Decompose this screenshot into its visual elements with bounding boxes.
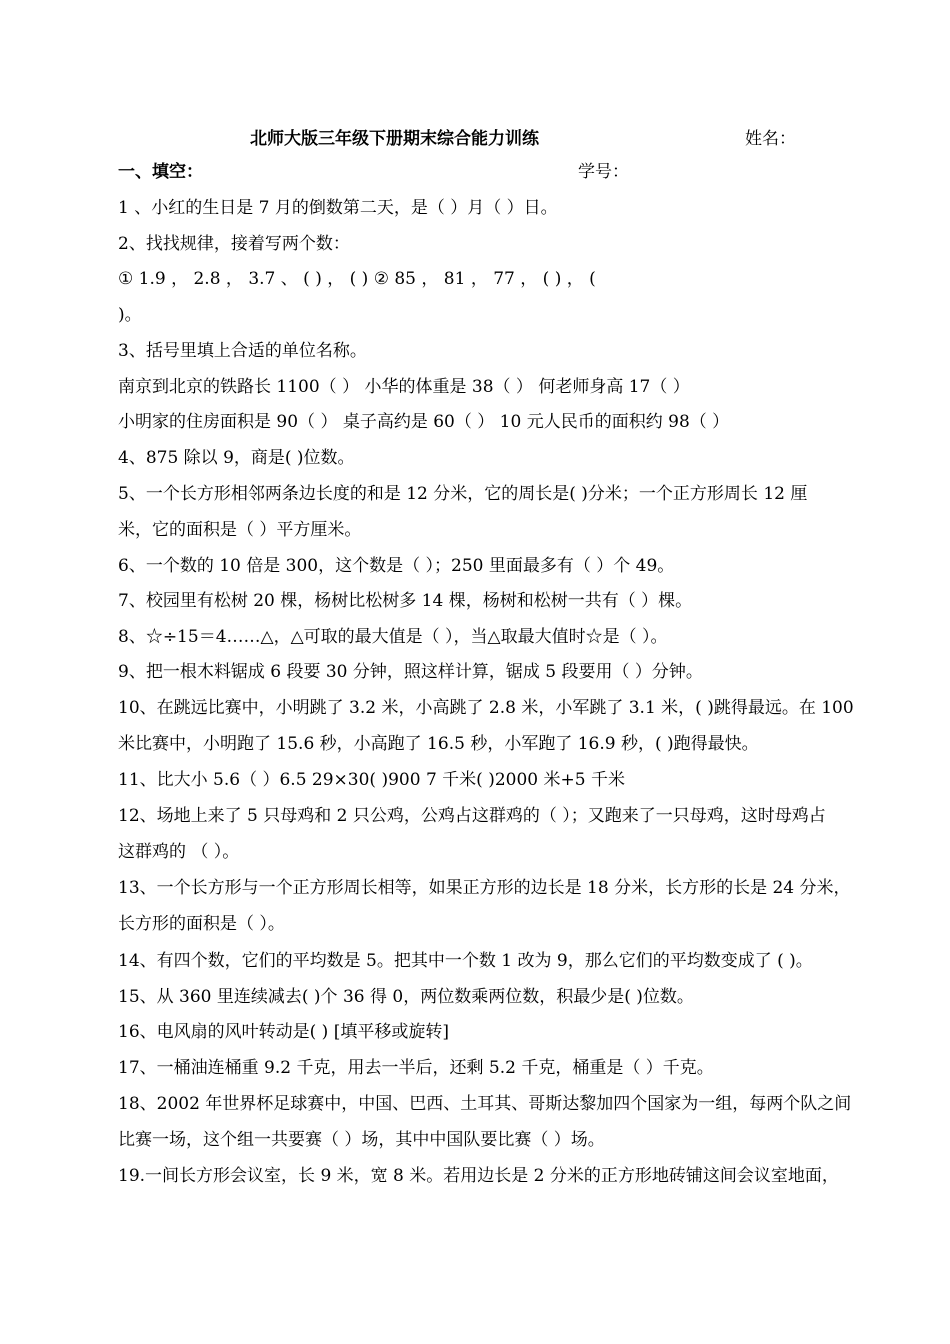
question-line: 3、括号里填上合适的单位名称。	[118, 341, 367, 361]
section-title: 一、填空：	[118, 162, 203, 182]
name-label: 姓名：	[745, 129, 796, 149]
question-line: 11、比大小 5.6（ ）6.5 29×30( )900 7 千米( )2000 米+5 千米	[118, 770, 625, 790]
question-line: ① 1.9 ， 2.8 ， 3.7 、 ( ) ， ( ) ② 85 ， 81 ， 77 ， ( ) ， (	[118, 269, 596, 289]
question-line: 9、把一根木料锯成 6 段要 30 分钟，照这样计算，锯成 5 段要用（ ）分钟。	[118, 662, 703, 682]
question-line: 比赛一场，这个组一共要赛（ ）场，其中中国队要比赛（ ）场。	[118, 1130, 605, 1150]
question-line: 18、2002 年世界杯足球赛中，中国、巴西、土耳其、哥斯达黎加四个国家为一组，每两个队之间	[118, 1094, 852, 1114]
question-line: 这群鸡的 （ ）。	[118, 842, 240, 862]
question-line: 5、一个长方形相邻两条边长度的和是 12 分米，它的周长是( )分米；一个正方形周长 12 厘	[118, 484, 808, 504]
question-line: 南京到北京的铁路长 1100（ ） 小华的体重是 38（ ） 何老师身高 17（ ）	[118, 377, 690, 397]
question-line: 6、一个数的 10 倍是 300，这个数是（ ）；250 里面最多有（ ）个 49。	[118, 556, 675, 576]
question-line: 16、电风扇的风叶转动是( ) [填平移或旋转]	[118, 1022, 449, 1042]
section-header-row	[118, 160, 888, 184]
question-line: 2、找找规律，接着写两个数：	[118, 234, 350, 254]
question-line: 14、有四个数，它们的平均数是 5。把其中一个数 1 改为 9，那么它们的平均数变成了 ( )。	[118, 951, 813, 971]
question-line: 19.一间长方形会议室，长 9 米，宽 8 米。若用边长是 2 分米的正方形地砖铺这间会议室地面，	[118, 1166, 839, 1186]
question-line: 米，它的面积是（ ）平方厘米。	[118, 520, 362, 540]
question-line: 17、一桶油连桶重 9.2 千克，用去一半后，还剩 5.2 千克，桶重是（ ）千克。	[118, 1058, 714, 1078]
question-line: 12、场地上来了 5 只母鸡和 2 只公鸡，公鸡占这群鸡的（ ）；又跑来了一只母鸡，这时母鸡占	[118, 806, 826, 826]
question-line: 8、☆÷15＝4……△，△可取的最大值是（ ），当△取最大值时☆是（ ）。	[118, 627, 668, 647]
question-line: 米比赛中，小明跑了 15.6 秒，小高跑了 16.5 秒，小军跑了 16.9 秒，( )跑得最快。	[118, 734, 759, 754]
question-line: 小明家的住房面积是 90（ ） 桌子高约是 60（ ） 10 元人民币的面积约 98（ ）	[118, 412, 730, 432]
question-line: 1 、小红的生日是 7 月的倒数第二天，是（ ）月（ ）日。	[118, 198, 558, 218]
question-line: 15、从 360 里连续减去( )个 36 得 0，两位数乘两位数，积最少是( )位数。	[118, 987, 694, 1007]
question-line: 10、在跳远比赛中，小明跳了 3.2 米，小高跳了 2.8 米，小军跳了 3.1 米，( )跳得最远。在 100	[118, 698, 854, 718]
student-id-label: 学号：	[578, 162, 629, 182]
question-line: 13、一个长方形与一个正方形周长相等，如果正方形的边长是 18 分米，长方形的长是 24 分米，	[118, 878, 851, 898]
question-line: )。	[118, 305, 142, 325]
question-line: 4、875 除以 9，商是( )位数。	[118, 448, 355, 468]
page-title: 北师大版三年级下册期末综合能力训练	[250, 129, 539, 149]
question-line: 7、校园里有松树 20 棵，杨树比松树多 14 棵，杨树和松树一共有（ ）棵。	[118, 591, 693, 611]
question-line: 长方形的面积是（ ）。	[118, 914, 285, 934]
